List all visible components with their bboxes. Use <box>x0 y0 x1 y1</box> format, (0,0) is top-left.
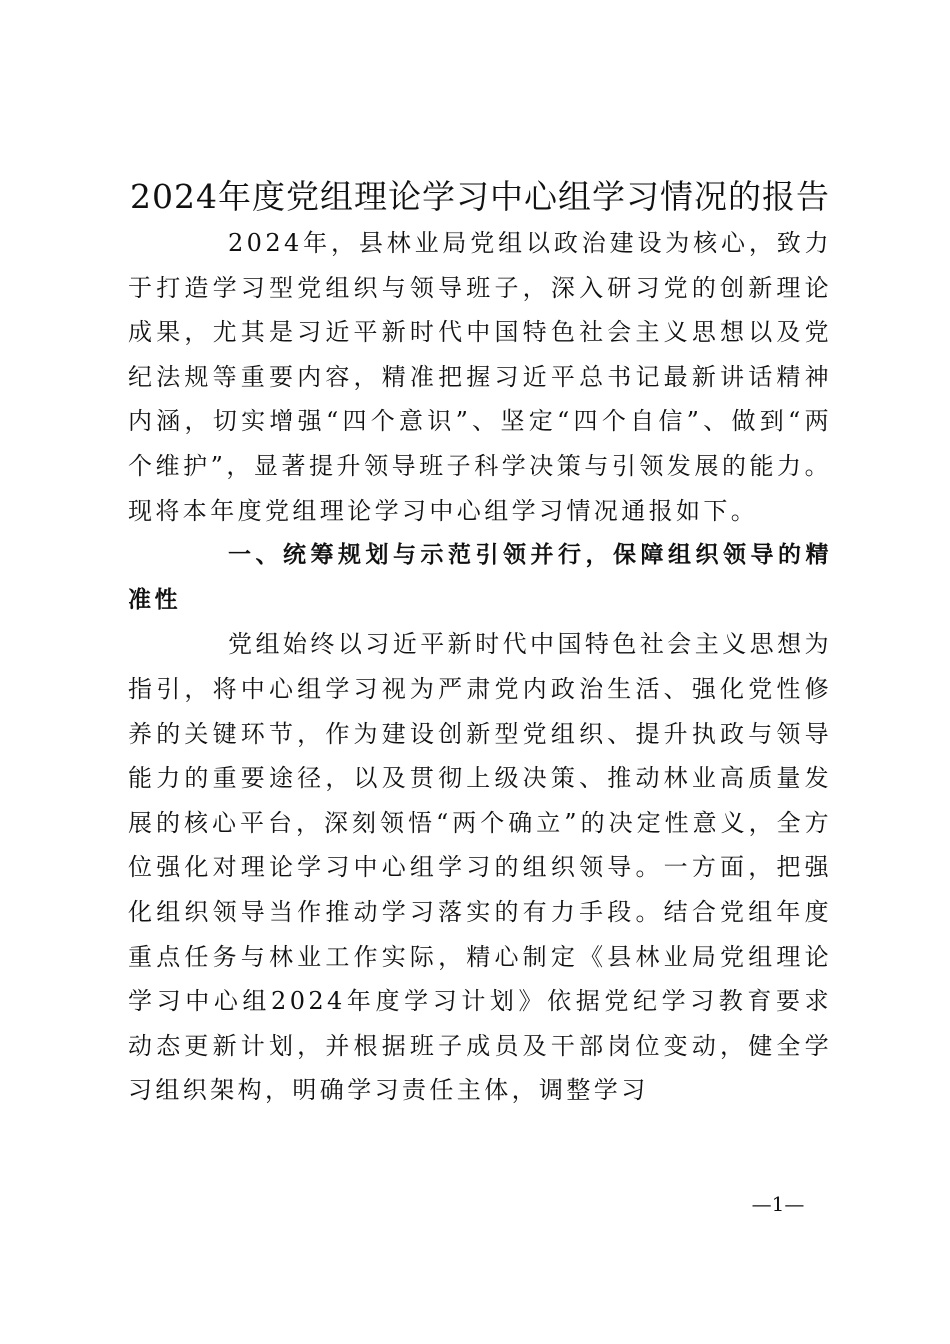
section-paragraph: 党组始终以习近平新时代中国特色社会主义思想为指引，将中心组学习视为严肃党内政治生活、强化党性修养的关键环节，作为建设创新型党组织、提升执政与领导能力的重要途径，以及贯彻上级决策、推动林业高质量发展的核心平台，深刻领悟“两个确立”的决定性意义，全方位强化对理论学习中心组学习的组织领导。一方面，把强化组织领导当作推动学习落实的有力手段。结合党组年度重点任务与林业工作实际，精心制定《县林业局党组理论学习中心组2024年度学习计划》依据党纪学习教育要求动态更新计划，并根据班子成员及干部岗位变动，健全学习组织架构，明确学习责任主体，调整学习 <box>128 630 832 1105</box>
page-number: —1— <box>751 1192 805 1216</box>
document-body <box>128 173 832 1113</box>
document-title: 2024年度党组理论学习中心组学习情况的报告 <box>130 177 830 216</box>
intro-paragraph: 2024年，县林业局党组以政治建设为核心，致力于打造学习型党组织与领导班子，深入研习党的创新理论成果，尤其是习近平新时代中国特色社会主义思想以及党纪法规等重要内容，精准把握习近平总书记最新讲话精神内涵，切实增强“四个意识”、坚定“四个自信”、做到“两个维护”，显著提升领导班子科学决策与引领发展的能力。现将本年度党组理论学习中心组学习情况通报如下。 <box>128 229 832 525</box>
section-heading: 一、统筹规划与示范引领并行，保障组织领导的精准性 <box>128 542 832 613</box>
